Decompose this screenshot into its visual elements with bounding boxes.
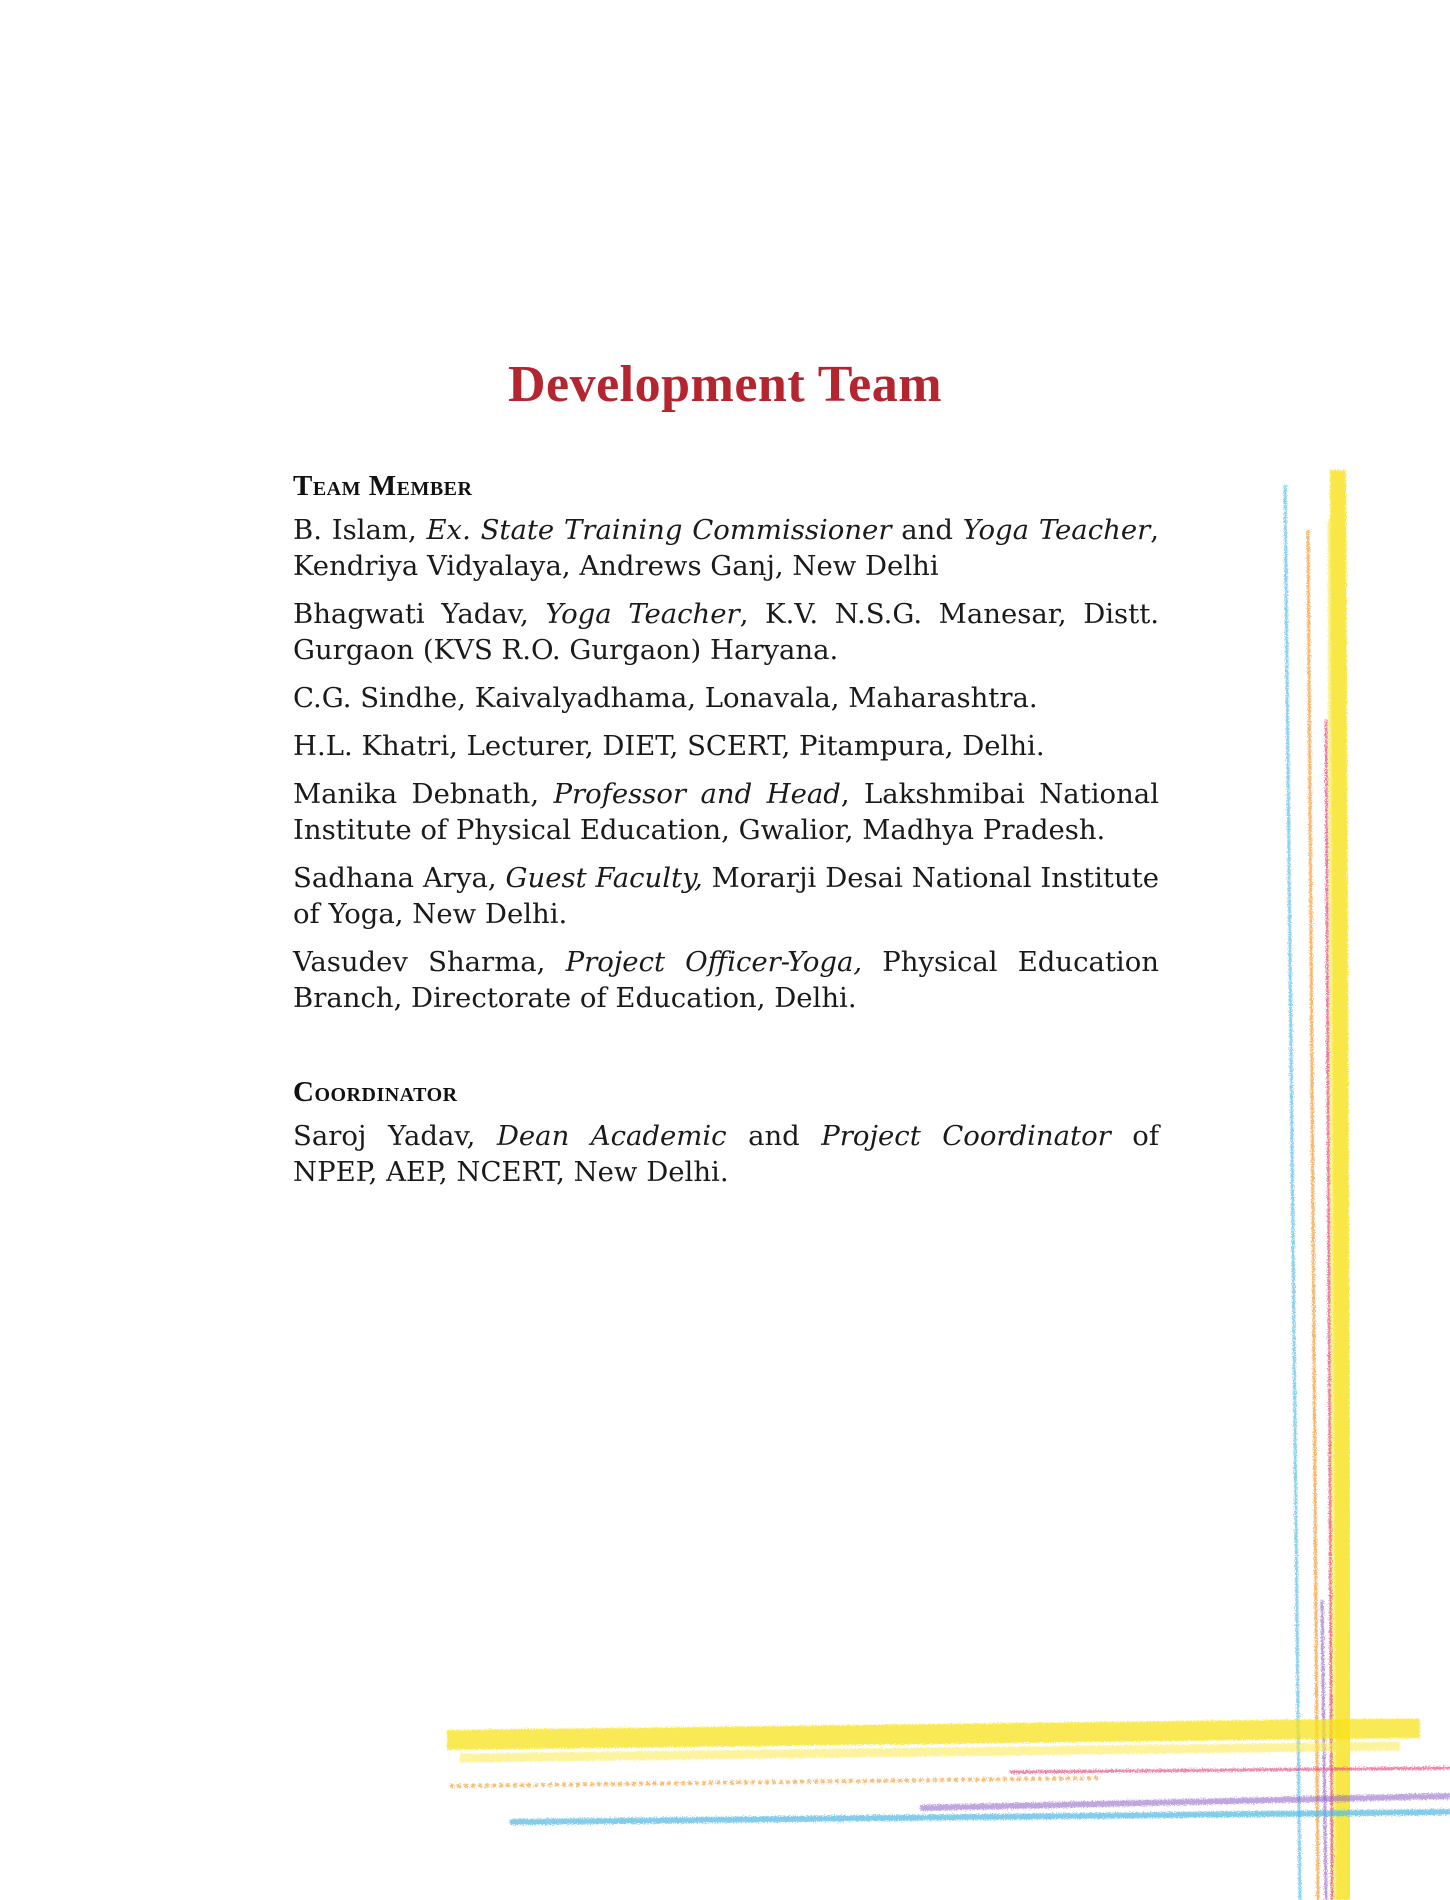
- entry-role-text: Professor and Head: [553, 778, 841, 810]
- page-content: [293, 470, 1159, 1202]
- entry-text: , K.V. N.S.G. Manesar, Distt. Gurgaon (KVS R.O. Gurgaon) Haryana.: [293, 598, 1159, 666]
- entry-text: H.L. Khatri, Lecturer, DIET, SCERT, Pitampura, Delhi.: [293, 730, 1045, 762]
- team-entry: [293, 944, 1159, 1016]
- entry-role-text: Project Coordinator: [821, 1120, 1111, 1152]
- entry-text: Vasudev Sharma,: [293, 946, 566, 978]
- entry-text: , Lakshmibai National Institute of Physical Education, Gwalior, Madhya Pradesh.: [293, 778, 1159, 846]
- team-entry: [293, 680, 1159, 716]
- entry-text: Saroj Yadav,: [293, 1120, 497, 1152]
- team-member-section: [293, 470, 1159, 1016]
- entry-text: and: [726, 1120, 822, 1152]
- entry-text: Sadhana Arya,: [293, 862, 506, 894]
- entry-role-text: Guest Faculty,: [505, 862, 703, 894]
- entry-role-text: Yoga Teacher: [545, 598, 740, 630]
- entry-text: and: [891, 514, 963, 546]
- team-entry: [293, 728, 1159, 764]
- team-entry: [293, 1118, 1159, 1190]
- entry-role-text: Project Officer-Yoga,: [565, 946, 863, 978]
- entry-text: of NPEP, AEP, NCERT, New Delhi.: [293, 1120, 1160, 1188]
- entry-text: Manika Debnath,: [293, 778, 554, 810]
- team-entry: [293, 512, 1159, 584]
- coordinator-list: [293, 1118, 1159, 1190]
- entry-text: Morarji Desai National Institute of Yoga, New Delhi.: [293, 862, 1159, 930]
- entry-text: C.G. Sindhe, Kaivalyadhama, Lonavala, Maharashtra.: [293, 682, 1038, 714]
- entry-text: Bhagwati Yadav,: [293, 598, 546, 630]
- vertical-crayon-strokes: [1285, 470, 1344, 1900]
- coordinator-heading: Coordinator: [293, 1076, 458, 1108]
- team-entry: [293, 860, 1159, 932]
- entry-role-text: Yoga Teacher: [962, 514, 1151, 546]
- entry-text: Physical Education Branch, Directorate of Education, Delhi.: [293, 946, 1159, 1014]
- entry-role-text: Ex. State Training Commissioner: [426, 514, 892, 546]
- horizontal-crayon-strokes: [447, 1728, 1450, 1822]
- entry-role-text: Dean Academic: [496, 1120, 727, 1152]
- team-entry: [293, 596, 1159, 668]
- coordinator-section: [293, 1076, 1159, 1190]
- page-title: Development Team: [507, 356, 943, 413]
- team-member-heading: Team Member: [293, 470, 473, 502]
- team-entry: [293, 776, 1159, 848]
- entry-text: , Kendriya Vidyalaya, Andrews Ganj, New Delhi: [293, 514, 1159, 582]
- entry-text: B. Islam,: [293, 514, 427, 546]
- team-member-list: [293, 512, 1159, 1016]
